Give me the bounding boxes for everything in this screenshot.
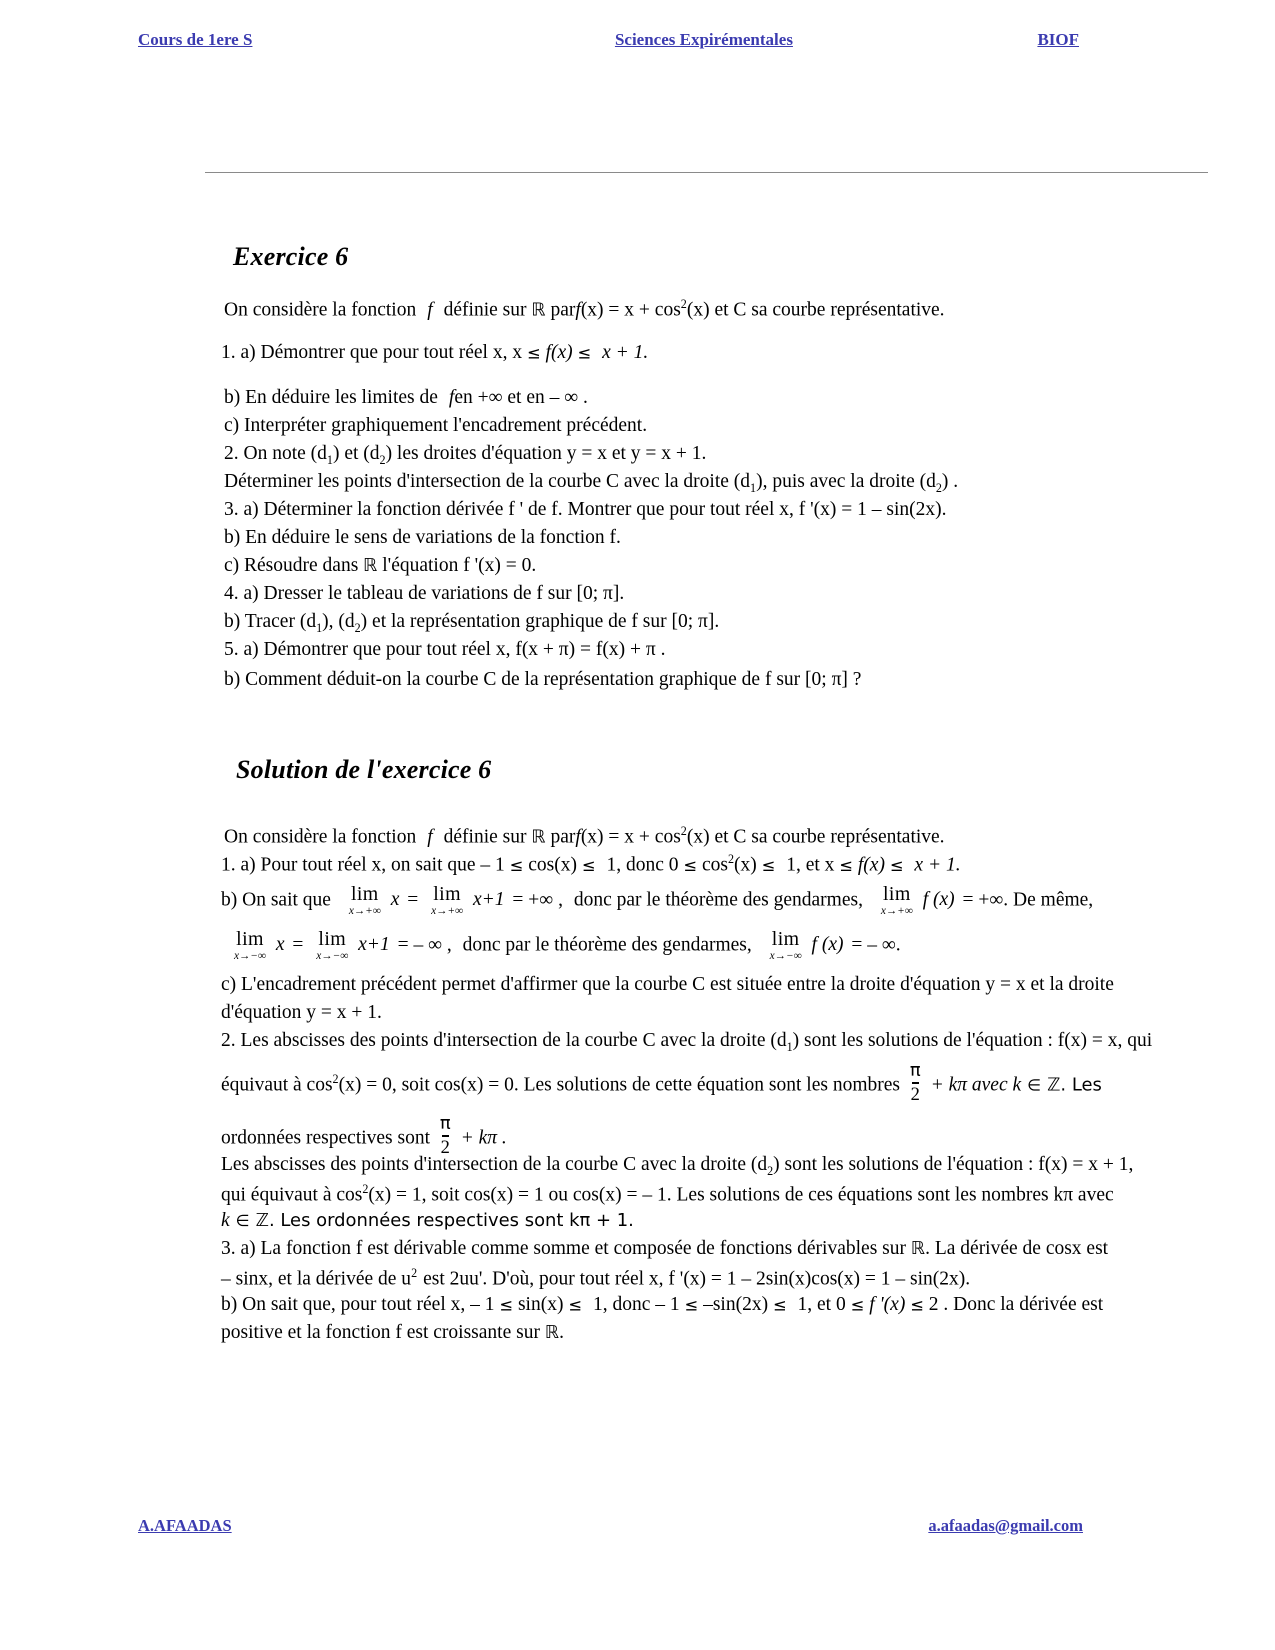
solution-intro-part1: On considère la fonction: [224, 826, 417, 848]
page-header: [138, 30, 1083, 54]
leq-symbol: ≤: [772, 1295, 787, 1315]
header-left-label: Cours de 1ere S: [138, 30, 253, 49]
fraction-pi-over-2: [440, 1115, 451, 1157]
solution-3a-part4: est 2uu'. D'où, pour tout réel x, f '(x) = 1 – 2sin(x)cos(x) = 1 – sin(2x).: [423, 1268, 971, 1290]
limit-op-label: lim: [318, 928, 347, 950]
limit-subscript: x→−∞: [769, 949, 802, 962]
leq-symbol: ≤: [577, 343, 592, 363]
exercise-item-1a: [221, 343, 648, 363]
exercise-item-5b: b) Comment déduit-on la courbe C de la représentation graphique de f sur [0; π] ?: [224, 669, 862, 690]
exercise-2b-part3: ) .: [941, 471, 959, 492]
solution-3b-part6: f '(x): [869, 1294, 906, 1315]
equals-sign: =: [292, 934, 304, 956]
solution-3b-part8: positive et la fonction f est croissante sur: [221, 1322, 540, 1343]
exercise-intro-part4: (x) = x + cos: [580, 299, 681, 321]
solution-3b-part9: .: [559, 1322, 564, 1343]
limit-operator: [431, 885, 463, 917]
exercise-intro-part5: (x) et C sa courbe représentative.: [686, 299, 945, 321]
solution-1a-part1: 1. a) Pour tout réel x, on sait que – 1: [221, 854, 505, 876]
limit-argument: x+1: [358, 933, 390, 955]
solution-item-2-line6: [221, 1211, 634, 1231]
gendarmes-text: donc par le théorème des gendarmes,: [573, 889, 863, 911]
element-of-symbol: ∈: [1027, 1075, 1042, 1095]
solution-2-part1: 2. Les abscisses des points d'intersection de la courbe C avec la droite (d: [221, 1030, 787, 1051]
solution-item-2-line5: qui équivaut à $\cos^2(x) = 1$, soit cos(x) = 1 ou cos(x) = – 1. Les solutions de ces équations sont les nombres kπ avec: [221, 1182, 1114, 1206]
leq-symbol: ≤: [761, 856, 776, 876]
fraction-numerator: π: [909, 1060, 921, 1081]
solution-item-3b-line2: [221, 1323, 564, 1343]
limit-result: = +∞ ,: [512, 889, 563, 911]
exercise-intro-part2: définie sur: [443, 299, 527, 321]
solution-1a-part5: (x): [734, 854, 757, 876]
fraction-numerator: π: [439, 1113, 451, 1134]
exercise-1b-part1: b) En déduire les limites de: [224, 387, 438, 408]
limit-operator: [349, 885, 381, 917]
leq-symbol: ≤: [509, 856, 524, 876]
limit-operator: [316, 930, 348, 962]
solution-3b-part3: 1, donc – 1: [592, 1294, 680, 1315]
solution-2-part13: ℤ. Les ordonnées respectives sont kπ + 1.: [255, 1210, 634, 1231]
page-footer: [138, 1516, 1083, 1536]
exercise-intro-line: On considère la fonction f définie sur ℝ parf(x) = $x + \cos^2(x)$ et C sa courbe représentative.: [224, 297, 945, 321]
header-divider-rule: [205, 172, 1208, 173]
footer-author-label: A.AFAADAS: [138, 1516, 232, 1535]
solution-3a-part2: . La dérivée de cosx est: [925, 1238, 1109, 1259]
limit-result: = – ∞ ,: [397, 934, 452, 956]
fraction-denominator: 2: [910, 1083, 920, 1105]
solution-2-part4: (x) = 0, soit cos(x) = 0. Les solutions de cette équation sont les nombres: [338, 1074, 900, 1096]
solution-intro-part3: par: [550, 826, 576, 848]
leq-symbol: ≤: [499, 1295, 514, 1315]
solution-3a-part3: – sinx, et la dérivée de u: [221, 1268, 412, 1290]
exercise-item-2-cont: Déterminer les points d'intersection de la courbe C avec la droite $(d_1)$, puis avec la droite $(d_2)$ .: [224, 471, 959, 495]
exercise-heading: Exercice 6: [233, 242, 349, 271]
solution-3b-part1: b) On sait que, pour tout réel x, – 1: [221, 1294, 495, 1315]
element-of-symbol: ∈: [235, 1211, 250, 1230]
solution-item-3a-line2: – sinx, et la dérivée de $u^2$ est 2uu'. D'où, pour tout réel x, f '(x) = 1 – 2sin(x)cos(x) = 1 – sin(2x).: [221, 1266, 971, 1290]
solution-item-2-line2: équivaut à $\cos^2(x) = 0$, soit cos(x) = 0. Les solutions de cette équation sont les nombres $\frac{\pi}{2}$ + kπ avec k ∈ ℤ. Les: [221, 1060, 1102, 1105]
exercise-1a-part3: x + 1.: [602, 342, 649, 363]
solution-item-3a-line1: [221, 1239, 1108, 1259]
solution-item-1b-line2: [232, 930, 901, 962]
exercise-2-part1: 2. On note (d: [224, 443, 327, 464]
exercise-2-part3: ) les droites d'équation y = x et y = x + 1.: [385, 443, 707, 464]
solution-3a-part1: 3. a) La fonction f est dérivable comme somme et composée de fonctions dérivables sur: [221, 1238, 906, 1259]
limit-op-label: lim: [350, 883, 379, 905]
exercise-3c-part1: c) Résoudre dans: [224, 555, 359, 576]
exercise-item-1c: c) Interpréter graphiquement l'encadrement précédent.: [224, 415, 648, 436]
solution-heading: Solution de l'exercice 6: [236, 755, 492, 784]
solution-intro-part5: (x) et C sa courbe représentative.: [686, 826, 945, 848]
limit-subscript: x→+∞: [348, 904, 381, 917]
solution-3b-part4: –sin(2x): [703, 1294, 769, 1315]
footer-email-label: a.afaadas@gmail.com: [928, 1516, 1083, 1535]
exercise-4b-part1: b) Tracer (d: [224, 611, 317, 632]
solution-1a-part2: cos(x): [528, 854, 577, 876]
solution-item-1b-line1: [221, 885, 1093, 917]
equals-sign: =: [407, 889, 419, 911]
leq-symbol: ≤: [526, 343, 541, 363]
solution-1a-part4: cos: [701, 854, 728, 876]
solution-2-part3: équivaut à cos: [221, 1074, 333, 1096]
exercise-2-part2: ) et (d: [332, 443, 380, 464]
limit-argument: x: [390, 888, 400, 910]
limit-argument: f (x): [922, 888, 955, 910]
solution-item-2-line3: [221, 1115, 507, 1157]
limit-subscript: x→−∞: [316, 949, 349, 962]
reals-symbol: ℝ: [531, 826, 546, 848]
limit-op-label: lim: [433, 883, 461, 905]
solution-2-part12: k: [221, 1210, 230, 1231]
limit-op-label: lim: [771, 928, 800, 950]
limit-operator: [234, 930, 266, 962]
exercise-item-5a: 5. a) Démontrer que pour tout réel x, f(x + π) = f(x) + π .: [224, 639, 666, 660]
leq-symbol: ≤: [850, 1295, 865, 1315]
reals-symbol: ℝ: [544, 1322, 560, 1343]
leq-symbol: ≤: [910, 1295, 924, 1315]
solution-item-2-line1: 2. Les abscisses des points d'intersection de la courbe C avec la droite $(d_1)$ sont les solutions de l'équation : f(x) = x, qui: [221, 1030, 1153, 1054]
solution-item-1c-line2: d'équation y = x + 1.: [221, 1002, 382, 1023]
solution-1b-lead: b) On sait que: [221, 889, 331, 911]
integers-symbol: ℤ. Les: [1047, 1074, 1102, 1096]
gendarmes-text: donc par le théorème des gendarmes,: [462, 934, 752, 956]
leq-symbol: ≤: [839, 856, 854, 876]
limit-argument: f (x): [811, 933, 844, 955]
exercise-1a-part1: 1. a) Démontrer que pour tout réel x, x: [221, 342, 523, 363]
solution-1a-part3: 1, donc 0: [606, 854, 679, 876]
solution-2-part6: ordonnées respectives sont: [221, 1127, 431, 1149]
solution-2-part10: qui équivaut à cos: [221, 1184, 363, 1206]
limit-op-label: lim: [882, 883, 911, 905]
limit-subscript: x→+∞: [880, 904, 913, 917]
solution-item-2-line4: Les abscisses des points d'intersection de la courbe C avec la droite $(d_2)$ sont les solutions de l'équation : f(x) = x + 1,: [221, 1154, 1134, 1178]
solution-2-part5: + kπ avec k: [930, 1074, 1022, 1096]
exercise-4b-part2: ), (d: [322, 611, 355, 632]
limit-subscript: x→+∞: [431, 904, 464, 917]
limit-conclusion: = – ∞.: [851, 934, 901, 956]
reals-symbol: ℝ: [363, 555, 378, 576]
limit-operator: [881, 885, 913, 917]
exercise-intro-part1: On considère la fonction: [224, 299, 417, 321]
exercise-item-4b: b) Tracer $(d_1)$, $(d_2)$ et la représentation graphique de f sur [0; π].: [224, 611, 720, 635]
exercise-item-1b: b) En déduire les limites de fen +∞ et en – ∞ .: [224, 387, 588, 408]
solution-1a-part7: f(x): [857, 854, 885, 876]
exercise-1b-part2: en +∞ et en – ∞ .: [454, 387, 588, 408]
solution-1a-part8: x + 1.: [914, 854, 961, 876]
solution-2-part2: ) sont les solutions de l'équation : f(x) = x, qui: [792, 1030, 1153, 1051]
limit-operator: [770, 930, 802, 962]
solution-item-1a: 1. a) Pour tout réel x, on sait que – 1 ≤ cos(x) ≤ 1, donc $0 \le \cos^2(x) \le 1$, et x ≤ f(x) ≤ x + 1.: [221, 852, 961, 876]
solution-3b-part7: 2 . Donc la dérivée est: [928, 1294, 1104, 1315]
solution-2-part11: (x) = 1, soit cos(x) = 1 ou cos(x) = – 1. Les solutions de ces équations sont les nombres kπ avec: [368, 1184, 1114, 1206]
fraction-pi-over-2: [910, 1062, 921, 1104]
limit-argument: x+1: [472, 888, 505, 910]
leq-symbol: ≤: [683, 856, 698, 876]
solution-intro-part2: définie sur: [443, 826, 527, 848]
exercise-intro-part3: par: [550, 299, 576, 321]
solution-item-3b-line1: [221, 1295, 1103, 1315]
solution-2-part7: + kπ .: [460, 1127, 507, 1149]
solution-2-part8: Les abscisses des points d'intersection de la courbe C avec la droite (d: [221, 1154, 768, 1175]
leq-symbol: ≤: [581, 856, 596, 876]
exercise-2b-part2: ), puis avec la droite (d: [756, 471, 936, 492]
solution-item-1c-line1: c) L'encadrement précédent permet d'affirmer que la courbe C est située entre la droite d'équation y = x et la droite: [221, 974, 1114, 995]
exercise-item-3c: [224, 556, 536, 576]
solution-3b-part2: sin(x): [517, 1294, 564, 1315]
solution-intro-line: On considère la fonction f définie sur ℝ parf(x) = $x + \cos^2(x)$ et C sa courbe représentative.: [224, 824, 945, 848]
limit-argument: x: [275, 933, 285, 955]
leq-symbol: ≤: [889, 856, 904, 876]
header-right-label: BIOF: [1037, 30, 1079, 49]
fraction-denominator: 2: [440, 1136, 450, 1158]
solution-1a-part6: 1, et x: [786, 854, 835, 876]
exercise-4b-part3: ) et la représentation graphique de f sur [0; π].: [360, 611, 720, 632]
solution-intro-part4: (x) = x + cos: [580, 826, 681, 848]
limit-subscript: x→−∞: [234, 949, 266, 962]
exercise-2b-part1: Déterminer les points d'intersection de la courbe C avec la droite (d: [224, 471, 751, 492]
limit-conclusion: = +∞. De même,: [962, 889, 1094, 911]
limit-op-label: lim: [236, 928, 264, 950]
solution-3b-part5: 1, et 0: [797, 1294, 846, 1315]
exercise-item-3a: 3. a) Déterminer la fonction dérivée f ' de f. Montrer que pour tout réel x, f '(x) = 1 – sin(2x).: [224, 499, 947, 520]
exercise-item-2: 2. On note $(d_1)$ et $(d_2)$ les droites d'équation y = x et y = x + 1.: [224, 443, 707, 467]
exercise-item-3b: b) En déduire le sens de variations de la fonction f.: [224, 527, 621, 548]
leq-symbol: ≤: [684, 1295, 699, 1315]
exercise-1a-part2: f(x): [545, 342, 573, 363]
exercise-item-4a: 4. a) Dresser le tableau de variations de f sur [0; π].: [224, 583, 625, 604]
leq-symbol: ≤: [568, 1295, 583, 1315]
header-center-label: Sciences Expirémentales: [614, 30, 793, 49]
exercise-3c-part2: l'équation f '(x) = 0.: [382, 555, 537, 576]
reals-symbol: ℝ: [531, 299, 546, 321]
reals-symbol: ℝ: [910, 1238, 926, 1259]
solution-2-part9: ) sont les solutions de l'équation : f(x) = x + 1,: [773, 1154, 1134, 1175]
